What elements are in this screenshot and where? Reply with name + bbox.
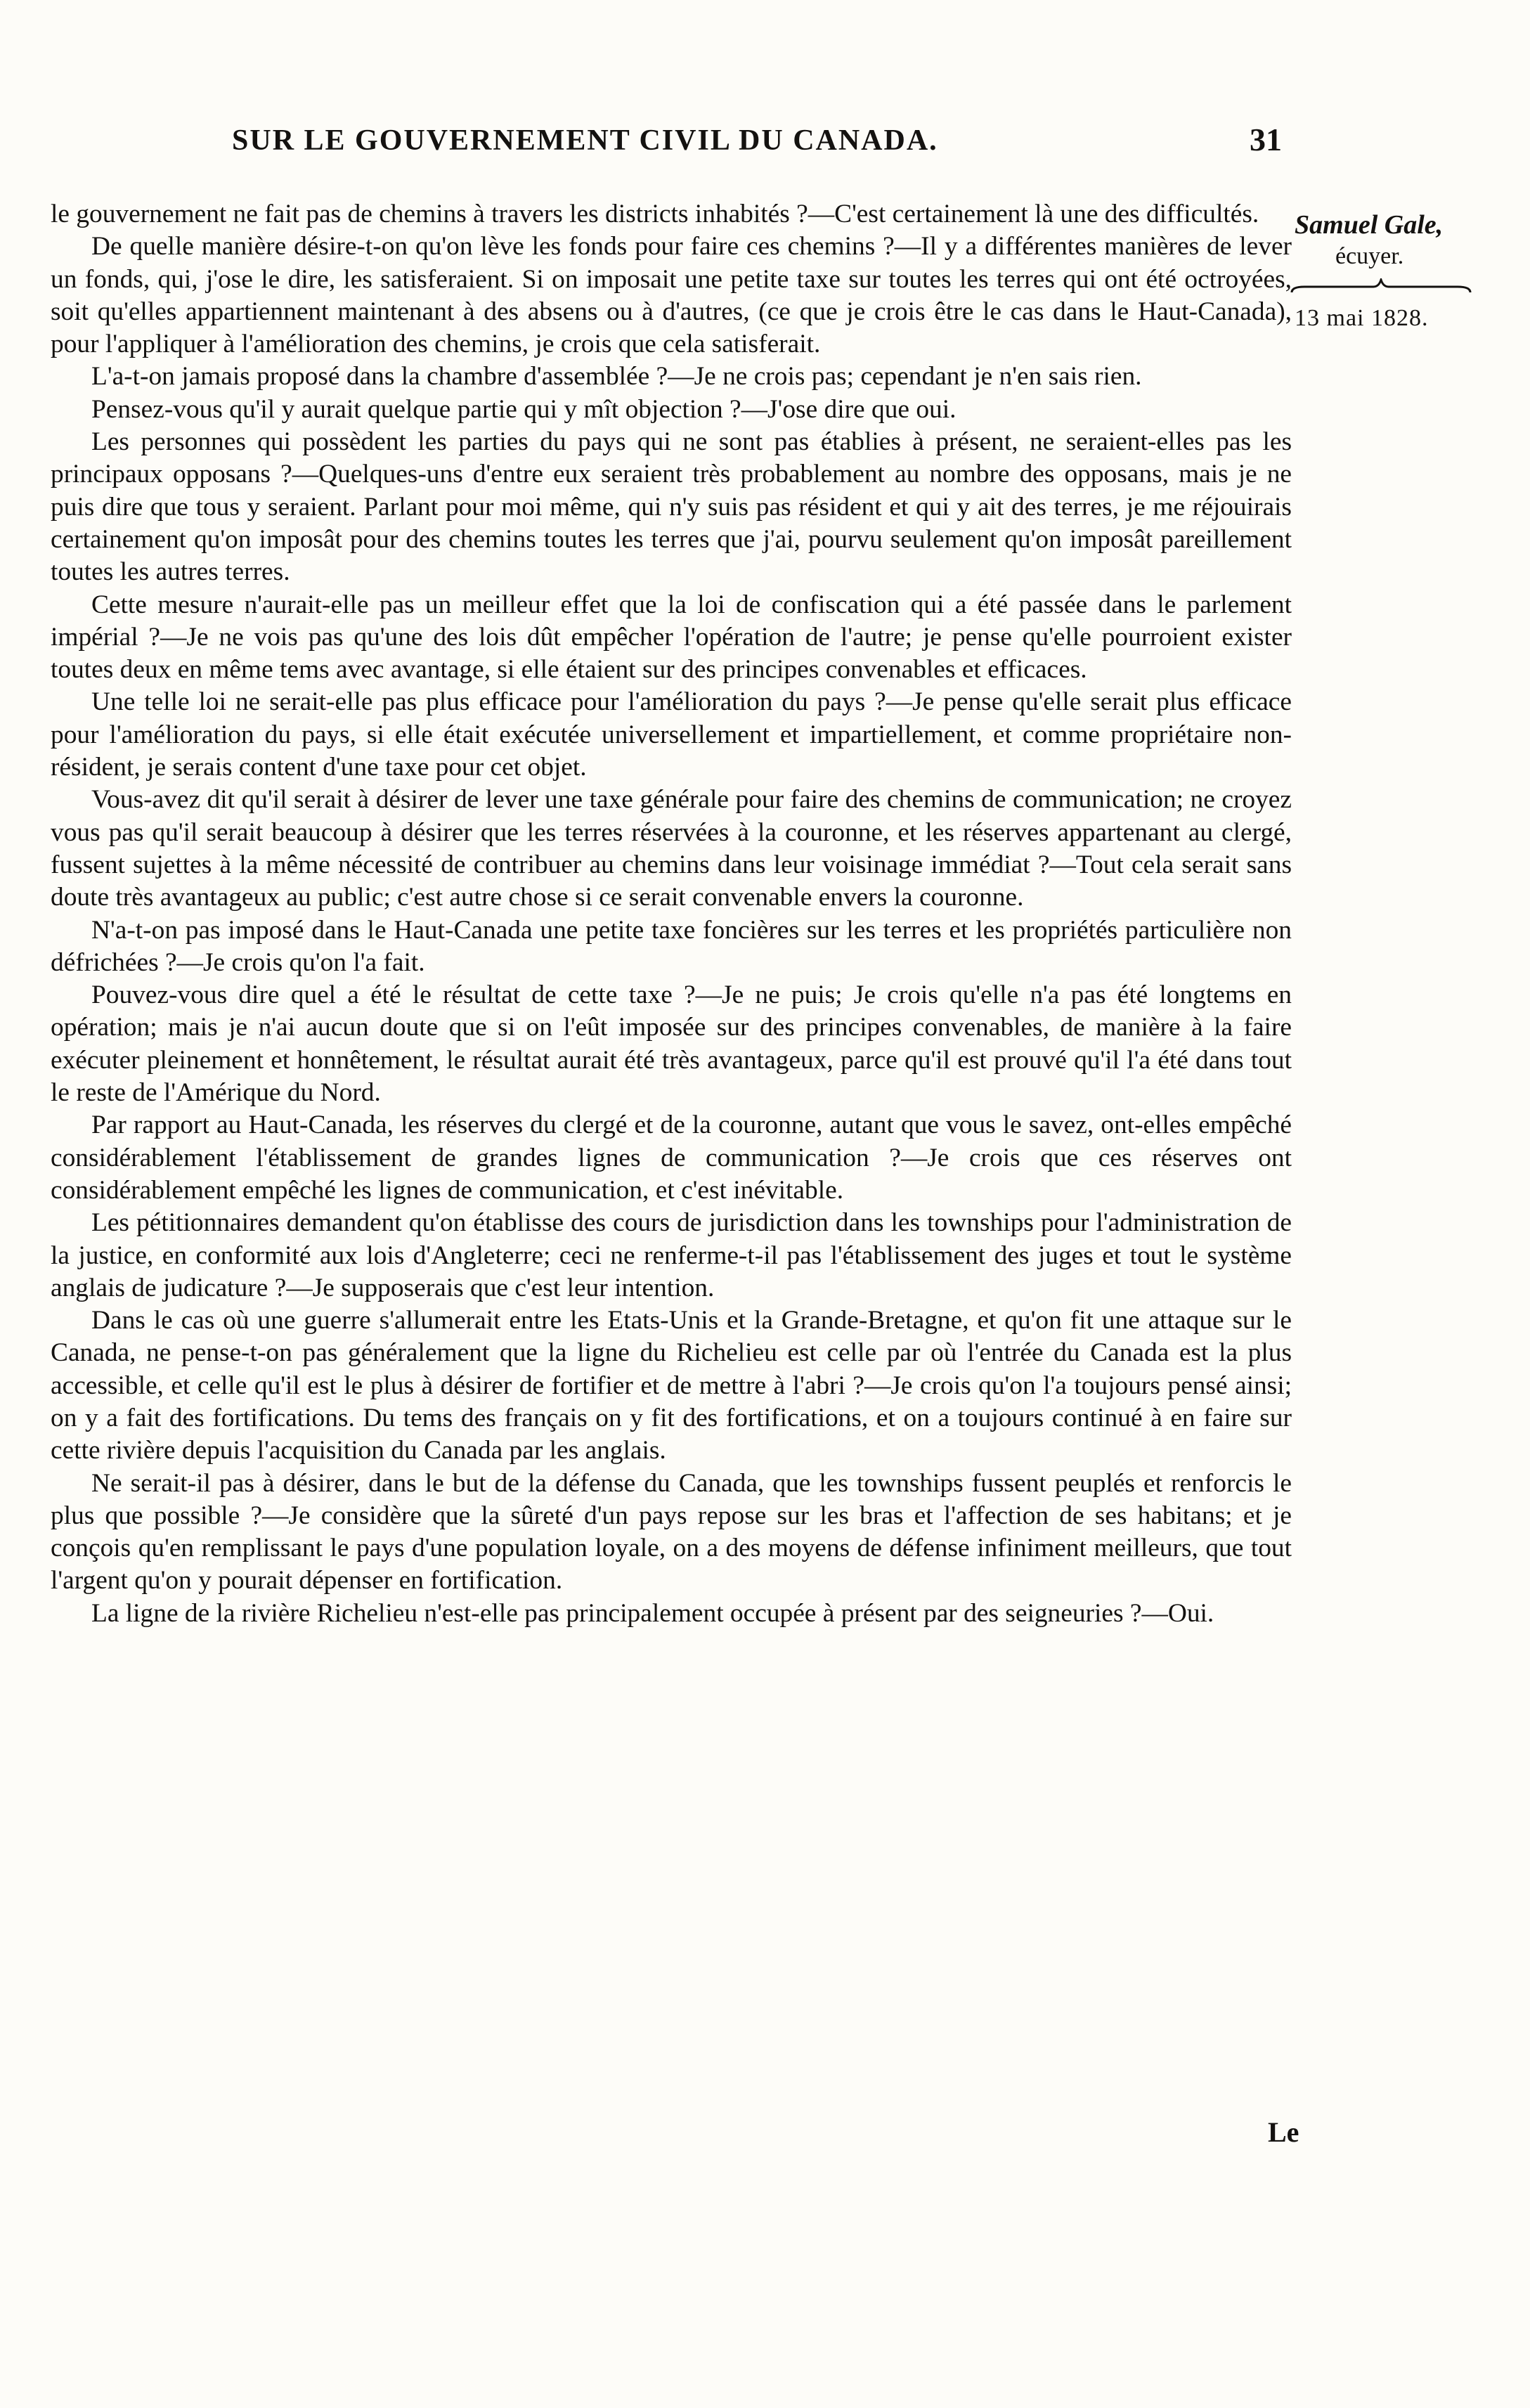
margin-witness-title: écuyer. <box>1335 243 1404 269</box>
body-text <box>51 198 1292 1630</box>
margin-witness-name: Samuel Gale, <box>1295 210 1444 240</box>
running-title: SUR LE GOUVERNEMENT CIVIL DU CANADA. <box>232 124 938 157</box>
paragraph: Vous-avez dit qu'il serait à désirer de lever une taxe générale pour faire des chemins de communication; ne croyez vous pas qu'il serait beaucoup à désirer que les terres réservées à la couronne, et les réserves appartenant au clergé, fussent sujettes à la même nécessité de contribuer au chemins dans leur voisinage immédiat ?—Tout cela serait sans doute très avantageux au public; c'est autre chose si ce serait convenable envers la couronne. <box>51 785 1292 912</box>
paragraph: L'a-t-on jamais proposé dans la chambre d'assemblée ?—Je ne crois pas; cependant je n'en sais rien. <box>91 362 1142 391</box>
paragraph: De quelle manière désire-t-on qu'on lève les fonds pour faire ces chemins ?—Il y a différentes manières de lever un fonds, qui, j'ose le dire, les satisferaient. Si on imposait une petite taxe sur toutes les terres qui ont été octroyées, soit qu'elles appartiennent maintenant à des absens ou à d'autres, (ce que je crois être le cas dans le Haut-Canada), pour l'appliquer à l'amélioration des chemins, je crois que cela satisferait. <box>51 232 1292 359</box>
paragraph: Cette mesure n'aurait-elle pas un meilleur effet que la loi de confiscation qui a été passée dans le parlement impérial ?—Je ne vois pas qu'une des lois dût empêcher l'opération de l'autre; je pense qu'elle pourroient exister toutes deux en même tems avec avantage, si elle étaient sur des principes convenables et efficaces. <box>51 590 1292 685</box>
paragraph: Les personnes qui possèdent les parties du pays qui ne sont pas établies à présent, ne seraient-elles pas les principaux opposans ?—Quelques-uns d'entre eux seraient très probablement au nombre des opposans, mais je ne puis dire que tous y seraient. Parlant pour moi même, qui n'y suis pas résident et qui y ait des terres, je me réjouirais certainement qu'on imposât pour des chemins toutes les terres que j'ai, pourvu seulement qu'on imposât pareillement toutes les autres terres. <box>51 427 1292 587</box>
paragraph: le gouvernement ne fait pas de chemins à travers les districts inhabités ?—C'est certainement là une des difficultés. <box>51 200 1259 228</box>
paragraph: Par rapport au Haut-Canada, les réserves du clergé et de la couronne, autant que vous le savez, ont-elles empêché considérablement l'établissement de grandes lignes de communication ?—Je crois que ces réserves ont considérablement empêché les lignes de communication, et c'est inévitable. <box>51 1111 1292 1205</box>
page-number: 31 <box>1250 122 1282 157</box>
paragraph: Ne serait-il pas à désirer, dans le but de la défense du Canada, que les townships fussent peuplés et renforcis le plus que possible ?—Je considère que la sûreté d'un pays repose sur les bras et l'affection de ses habitans; et je conçois qu'en remplissant le pays d'une population loyale, on a des moyens de défense infiniment meilleurs, que tout l'argent qu'on y pourait dépenser en fortification. <box>51 1468 1292 1595</box>
paragraph: Pouvez-vous dire quel a été le résultat de cette taxe ?—Je ne puis; Je crois qu'elle n'a pas été longtems en opération; mais je n'ai aucun doute que si on l'eût imposée sur des principes convenables, de manière à la faire exécuter pleinement et honnêtement, le résultat aurait été très avantageux, parce qu'il est prouvé qu'il l'a été dans tout le reste de l'Amérique du Nord. <box>51 980 1292 1108</box>
margin-brace <box>1290 278 1472 295</box>
catchword: Le <box>1268 2116 1299 2148</box>
paragraph: La ligne de la rivière Richelieu n'est-elle pas principalement occupée à présent par des seigneuries ?—Oui. <box>91 1598 1214 1628</box>
paragraph: Les pétitionnaires demandent qu'on établisse des cours de jurisdiction dans les townships pour l'administration de la justice, en conformité aux lois d'Angleterre; ceci ne renferme-t-il pas l'établissement des juges et tout le système anglais de judicature ?—Je supposerais que c'est leur intention. <box>51 1208 1292 1302</box>
paragraph: Pensez-vous qu'il y aurait quelque partie qui y mît objection ?—J'ose dire que oui. <box>91 394 957 424</box>
paragraph: N'a-t-on pas imposé dans le Haut-Canada une petite taxe foncières sur les terres et les propriétés particulière non défrichées ?—Je crois qu'on l'a fait. <box>51 915 1292 977</box>
paragraph: Une telle loi ne serait-elle pas plus efficace pour l'amélioration du pays ?—Je pense qu'elle serait plus efficace pour l'amélioration du pays, si elle était exécutée universellement et impartiellement, et comme propriétaire non-résident, je serais content d'une taxe pour cet objet. <box>51 687 1292 782</box>
paragraph: Dans le cas où une guerre s'allumerait entre les Etats-Unis et la Grande-Bretagne, et qu'on fit une attaque sur le Canada, ne pense-t-on pas généralement que la ligne du Richelieu est celle par où l'entrée du Canada est la plus accessible, et celle qu'il est le plus à désirer de fortifier et de mettre à l'abri ?—Je crois qu'on l'a toujours pensé ainsi; on y a fait des fortifications. Du tems des français on y fit des fortifications, et on a toujours continué à en faire sur cette rivière depuis l'acquisition du Canada par les anglais. <box>51 1306 1292 1465</box>
margin-date: 13 mai 1828. <box>1295 305 1429 331</box>
